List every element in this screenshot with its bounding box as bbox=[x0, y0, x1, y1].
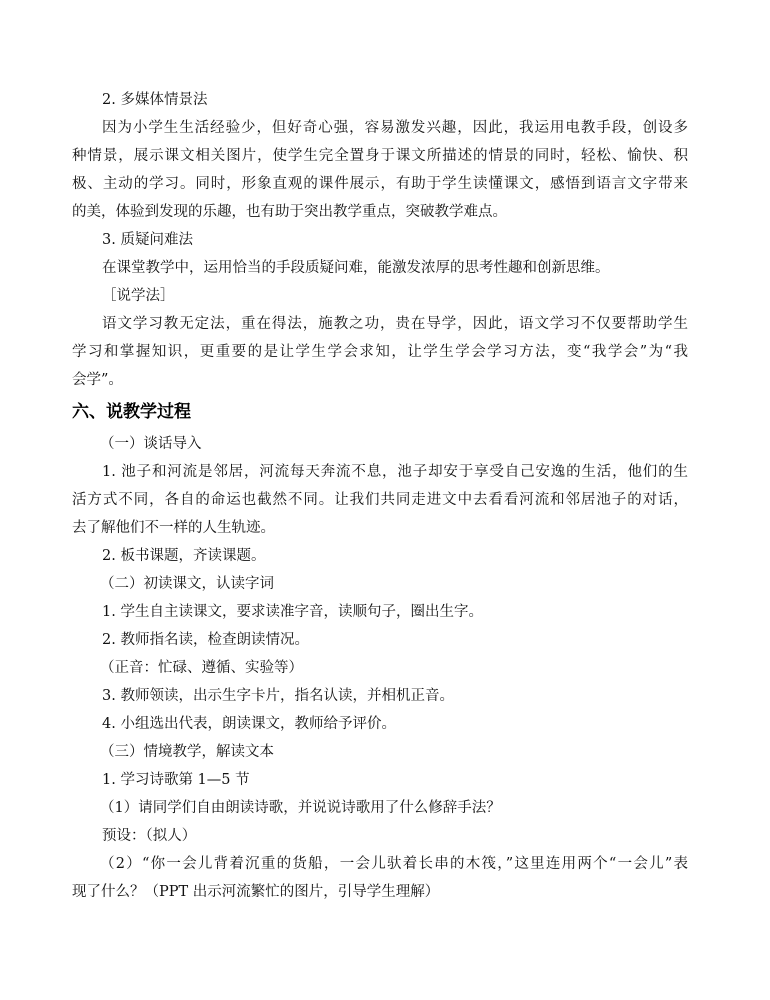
paragraph-line: 去了解他们不一样的人生轨迹。 bbox=[72, 520, 275, 536]
subsection-title: （一）谈话导入 bbox=[100, 436, 202, 452]
paragraph-line: 活方式不同，各自的命运也截然不同。让我们共同走进文中去看看河流和邻居池子的对话， bbox=[72, 492, 688, 508]
paragraph-line: 1. 学生自主读课文，要求读准字音，读顺句子，圈出生字。 bbox=[102, 604, 483, 620]
paragraph-line: （1）请同学们自由朗读诗歌，并说说诗歌用了什么修辞手法？ bbox=[100, 800, 501, 816]
method-3-title: 3. 质疑问难法 bbox=[102, 232, 193, 248]
subsection-title: （三）情境教学，解读文本 bbox=[100, 744, 274, 760]
subsection-title: （二）初读课文，认读字词 bbox=[100, 576, 274, 592]
paragraph-line: 3. 教师领读，出示生字卡片，指名认读，并相机正音。 bbox=[102, 688, 454, 704]
paragraph-line: 会学”。 bbox=[72, 372, 123, 388]
paragraph-line: 种情景，展示课文相关图片，使学生完全置身于课文所描述的情景的同时，轻松、愉快、积 bbox=[72, 148, 688, 164]
paragraph-line: 学习和掌握知识，更重要的是让学生学会求知，让学生学会学习方法，变“我学会”为“我 bbox=[72, 344, 688, 360]
section-heading: 六、说教学过程 bbox=[72, 402, 191, 422]
paragraph-line: 极、主动的学习。同时，形象直观的课件展示，有助于学生读懂课文，感悟到语言文字带来 bbox=[72, 176, 688, 192]
paragraph-line: 4. 小组选出代表，朗读课文，教师给予评价。 bbox=[102, 716, 396, 732]
paragraph-line: 语文学习教无定法，重在得法，施教之功，贵在导学，因此，语文学习不仅要帮助学生 bbox=[102, 316, 688, 332]
paragraph-line: 因为小学生生活经验少，但好奇心强，容易激发兴趣，因此，我运用电教手段，创设多 bbox=[102, 120, 688, 136]
paragraph-line: 现了什么？（PPT 出示河流繁忙的图片，引导学生理解） bbox=[72, 884, 440, 900]
paragraph-line: 的美，体验到发现的乐趣，也有助于突出教学重点，突破教学难点。 bbox=[72, 204, 507, 220]
paragraph-line: 1. 学习诗歌第 1—5 节 bbox=[102, 772, 250, 788]
paragraph-line: （2）“你一会儿背着沉重的货船，一会儿驮着长串的木筏，”这里连用两个“一会儿”表 bbox=[100, 856, 688, 872]
paragraph-line: 2. 板书课题，齐读课题。 bbox=[102, 548, 266, 564]
paragraph-line: 预设：（拟人） bbox=[102, 828, 197, 844]
method-2-title: 2. 多媒体情景法 bbox=[102, 92, 208, 108]
paragraph-line: （正音：忙碌、遵循、实验等） bbox=[100, 660, 303, 676]
section-label-learning-method: ［说学法］ bbox=[102, 288, 175, 304]
paragraph-line: 1. 池子和河流是邻居，河流每天奔流不息，池子却安于享受自己安逸的生活，他们的生 bbox=[102, 464, 688, 480]
paragraph-line: 在课堂教学中，运用恰当的手段质疑问难，能激发浓厚的思考性趣和创新思维。 bbox=[102, 260, 610, 276]
paragraph-line: 2. 教师指名读，检查朗读情况。 bbox=[102, 632, 309, 648]
